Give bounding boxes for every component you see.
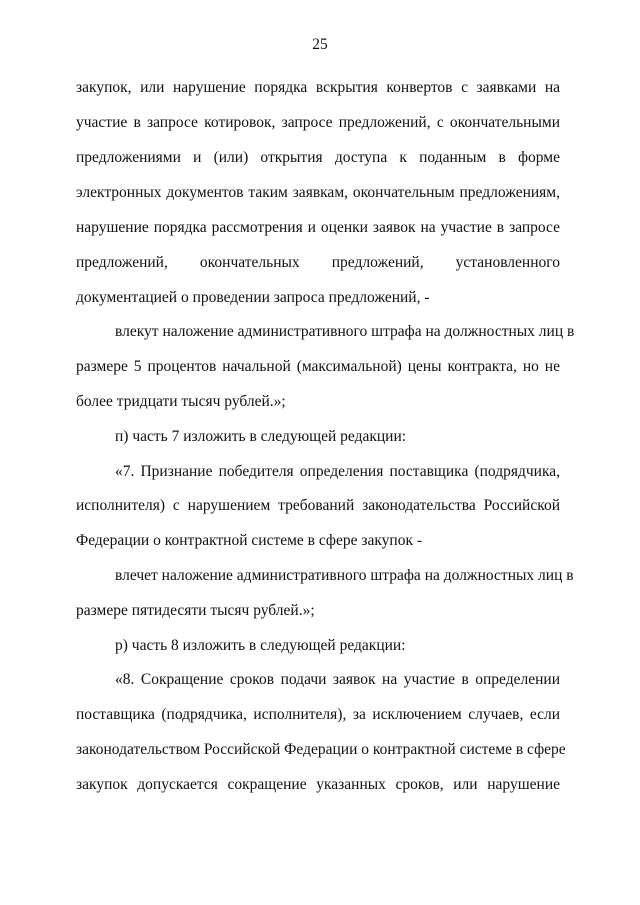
text-line: поставщика (подрядчика, исполнителя), за исключением случаев, если xyxy=(76,706,560,723)
text-line: размере 5 процентов начальной (максимальной) цены контракта, но не xyxy=(76,358,560,375)
text-line: «7. Признание победителя определения поставщика (подрядчика, xyxy=(115,463,560,480)
text-line: законодательством Российской Федерации о контрактной системе в сфере xyxy=(76,741,566,758)
text-line: закупок, или нарушение порядка вскрытия конвертов с заявками на xyxy=(76,79,560,96)
text-line: предложениями и (или) открытия доступа к поданным в форме xyxy=(76,149,560,166)
text-line: участие в запросе котировок, запросе предложений, с окончательными xyxy=(76,114,560,131)
text-line: влекут наложение административного штрафа на должностных лиц в xyxy=(115,323,575,340)
text-line: закупок допускается сокращение указанных сроков, или нарушение xyxy=(76,776,560,793)
text-line: электронных документов таким заявкам, окончательным предложениям, xyxy=(76,184,560,201)
text-line: р) часть 8 изложить в следующей редакции: xyxy=(115,637,406,654)
text-line: более тридцати тысяч рублей.»; xyxy=(76,393,286,410)
text-line: документацией о проведении запроса предложений, - xyxy=(76,289,430,306)
page-number: 25 xyxy=(312,36,328,53)
text-line: влечет наложение административного штрафа на должностных лиц в xyxy=(115,567,574,584)
text-line: предложений, окончательных предложений, установленного xyxy=(76,254,560,271)
text-line: нарушение порядка рассмотрения и оценки заявок на участие в запросе xyxy=(76,219,560,236)
text-line: размере пятидесяти тысяч рублей.»; xyxy=(76,602,315,619)
text-line: исполнителя) с нарушением требований законодательства Российской xyxy=(76,497,560,514)
text-line: «8. Сокращение сроков подачи заявок на участие в определении xyxy=(115,671,560,688)
text-line: Федерации о контрактной системе в сфере закупок - xyxy=(76,532,423,549)
text-line: п) часть 7 изложить в следующей редакции: xyxy=(115,428,407,445)
